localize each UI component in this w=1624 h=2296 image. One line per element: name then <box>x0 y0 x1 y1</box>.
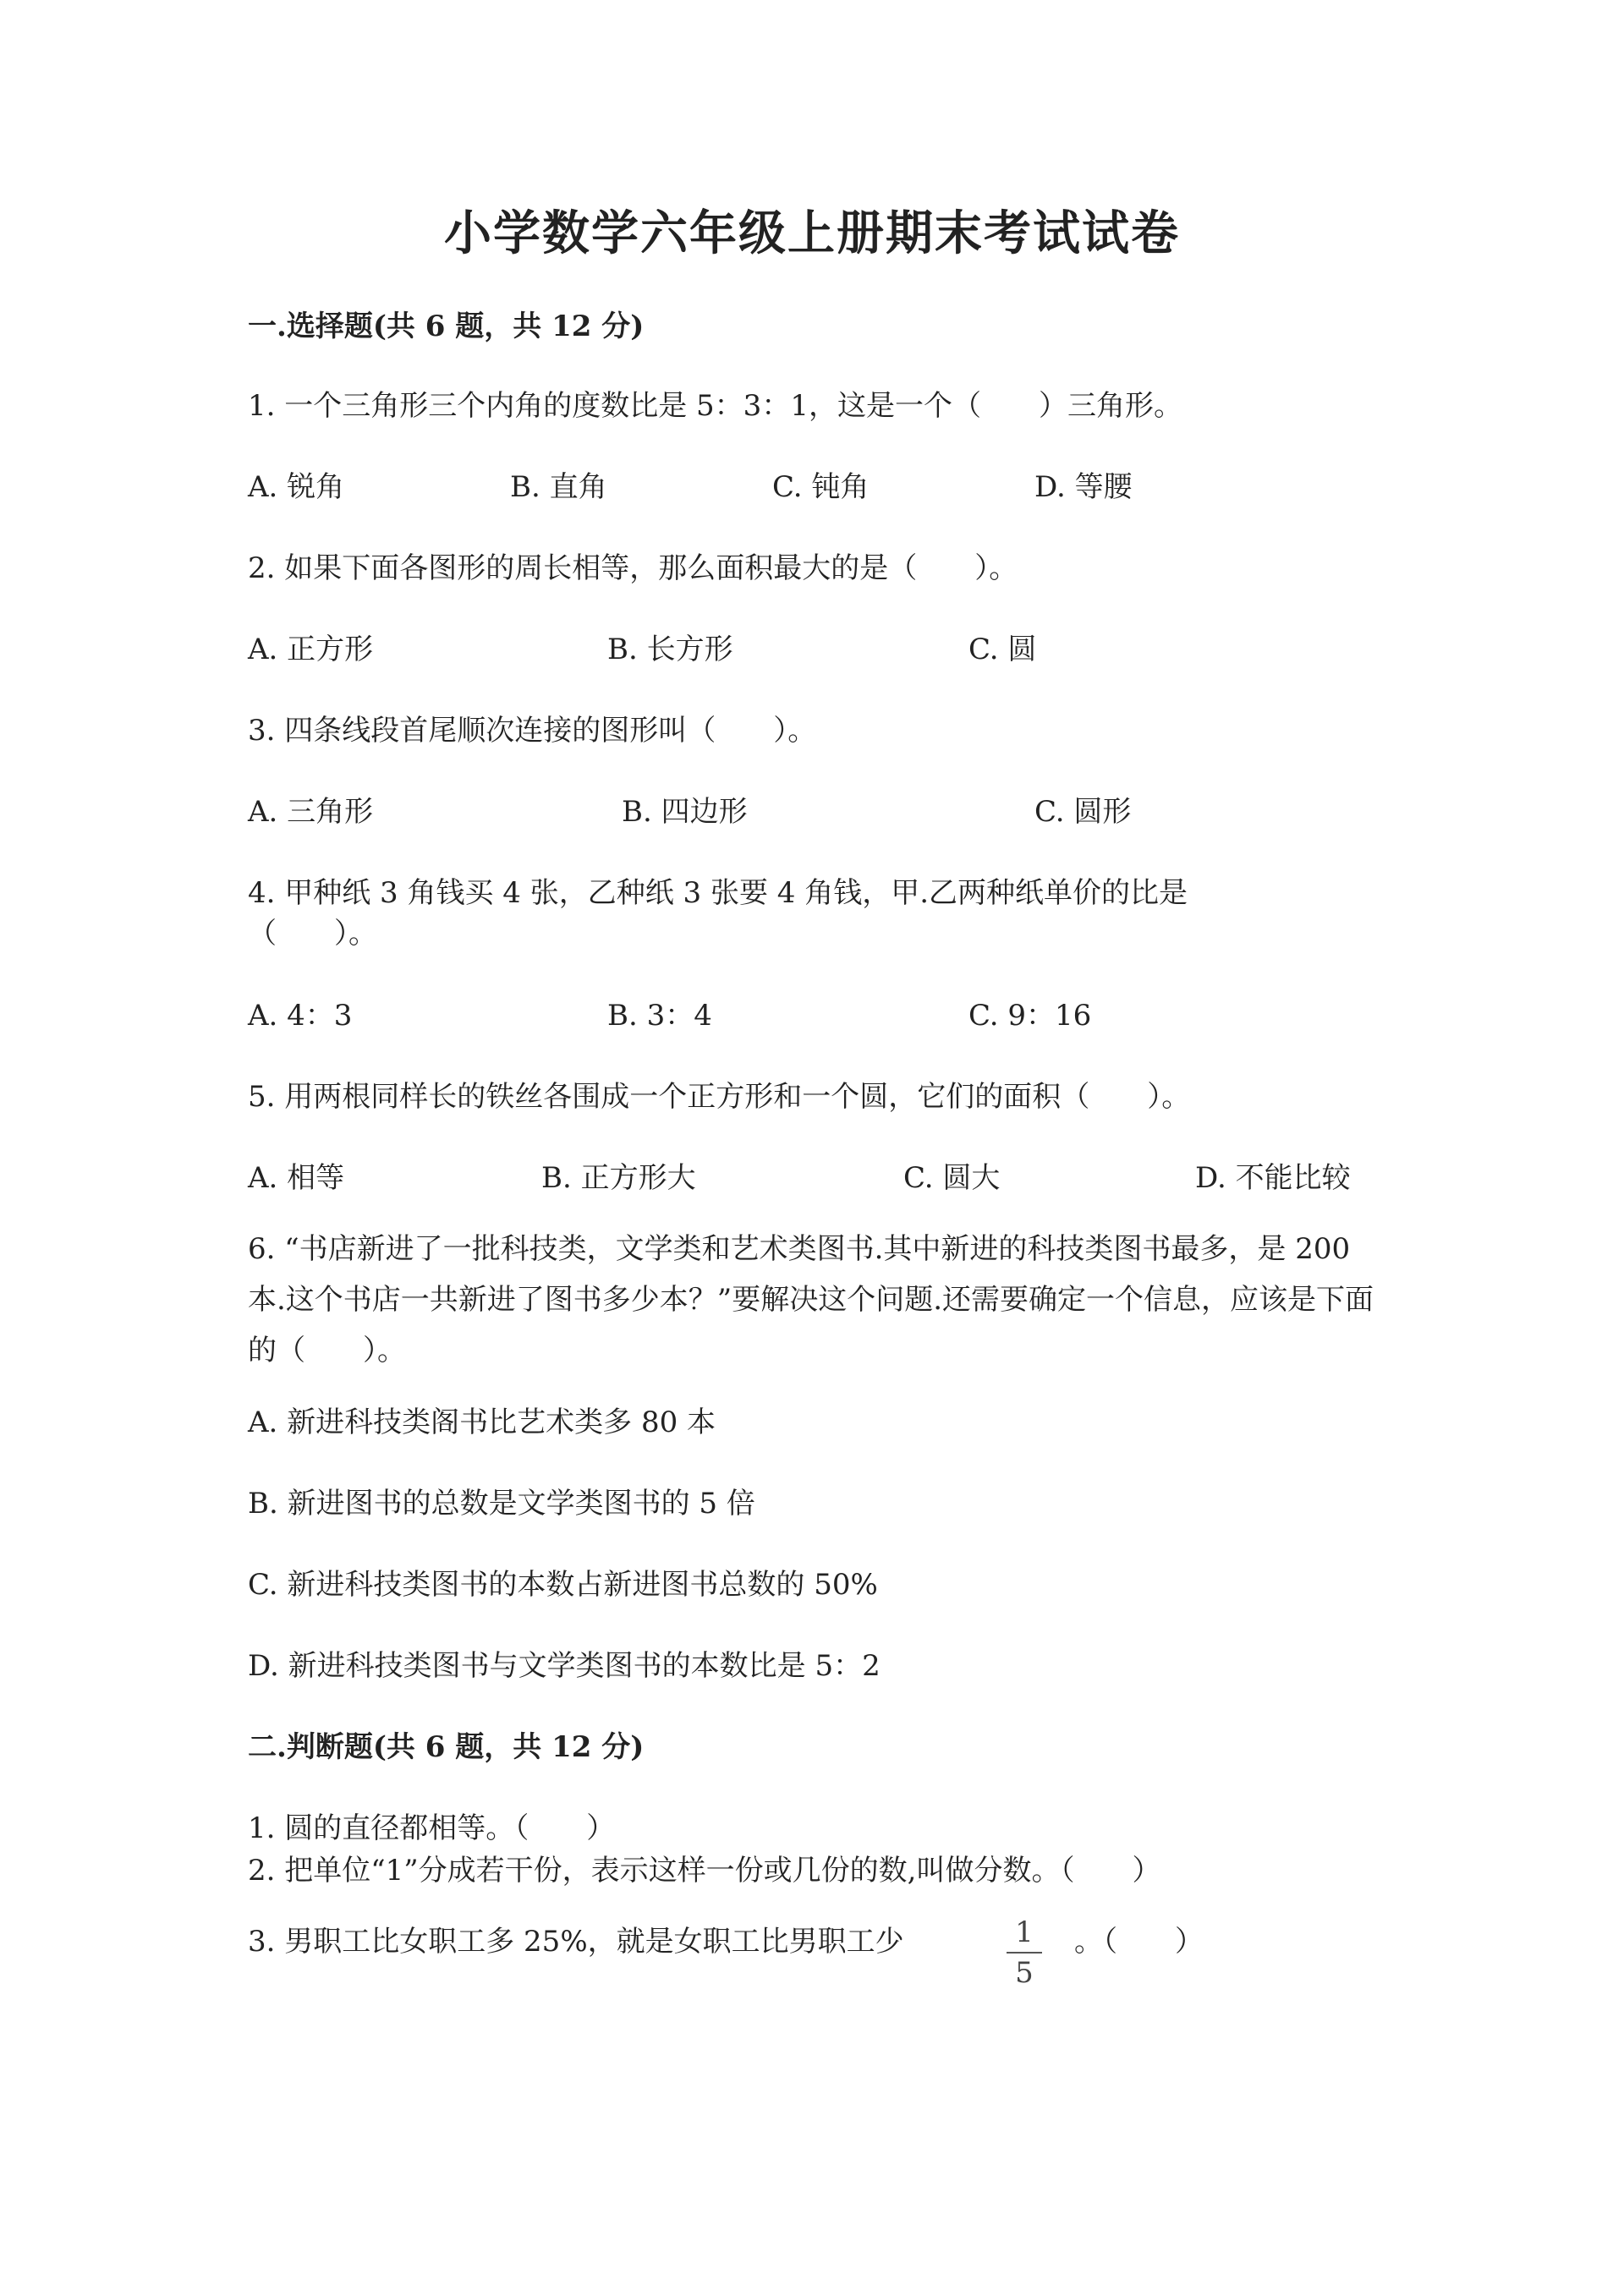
option-3c: C. 圆形 <box>1034 795 1132 829</box>
judgment-3-answer: 。（ ） <box>1074 1925 1204 1959</box>
option-2a: A. 正方形 <box>248 633 374 666</box>
question-3: 3. 四条线段首尾顺次连接的图形叫（ ）。 <box>248 714 817 748</box>
option-3a: A. 三角形 <box>248 795 374 829</box>
judgment-3-text: 3. 男职工比女职工多 25%，就是女职工比男职工少 <box>248 1925 904 1959</box>
option-6c: C. 新进科技类图书的本数占新进图书总数的 50% <box>248 1568 878 1602</box>
fraction-one-fifth <box>1003 1915 1045 1990</box>
option-5b: B. 正方形大 <box>541 1161 696 1195</box>
fraction-numerator: 1 <box>1015 1915 1034 1949</box>
option-1c: C. 钝角 <box>772 470 870 504</box>
option-5a: A. 相等 <box>248 1161 345 1195</box>
option-6b: B. 新进图书的总数是文学类图书的 5 倍 <box>248 1487 755 1521</box>
judgment-1: 1. 圆的直径都相等。（ ） <box>248 1811 616 1845</box>
question-4-line1: 4. 甲种纸 3 角钱买 4 张，乙种纸 3 张要 4 角钱，甲.乙两种纸单价的比是 <box>248 876 1188 910</box>
option-5c: C. 圆大 <box>903 1161 1001 1195</box>
question-5: 5. 用两根同样长的铁丝各围成一个正方形和一个圆，它们的面积（ ）。 <box>248 1080 1191 1114</box>
option-1b: B. 直角 <box>510 470 607 504</box>
question-6: 6. “书店新进了一批科技类，文学类和艺术类图书.其中新进的科技类图书最多，是 200 本.这个书店一共新进了图书多少本？”要解决这个问题.还需要确定一个信息，应该是下面的（ ）。 <box>248 1232 1374 1367</box>
option-3b: B. 四边形 <box>622 795 748 829</box>
page-title: 小学数学六年级上册期末考试试卷 <box>444 205 1180 261</box>
option-5d: D. 不能比较 <box>1195 1161 1351 1195</box>
option-4b: B. 3：4 <box>607 999 712 1033</box>
question-4-line2: （ ）。 <box>248 917 377 951</box>
fraction-bar <box>1007 1952 1042 1954</box>
option-4c: C. 9：16 <box>968 999 1092 1033</box>
question-1: 1. 一个三角形三个内角的度数比是 5：3：1，这是一个（ ）三角形。 <box>248 389 1182 423</box>
judgment-2: 2. 把单位“1”分成若干份，表示这样一份或几份的数,叫做分数。（ ） <box>248 1854 1161 1888</box>
option-2c: C. 圆 <box>968 633 1037 666</box>
option-4a: A. 4：3 <box>248 999 353 1033</box>
option-1d: D. 等腰 <box>1034 470 1133 504</box>
question-2: 2. 如果下面各图形的周长相等，那么面积最大的是（ ）。 <box>248 551 1018 585</box>
option-2b: B. 长方形 <box>607 633 733 666</box>
section-heading-judgment: 二.判断题(共 6 题，共 12 分) <box>248 1730 645 1764</box>
fraction-denominator: 5 <box>1015 1956 1034 1990</box>
option-1a: A. 锐角 <box>248 470 345 504</box>
option-6d: D. 新进科技类图书与文学类图书的本数比是 5：2 <box>248 1649 881 1683</box>
option-6a: A. 新进科技类阁书比艺术类多 80 本 <box>248 1406 716 1439</box>
section-heading-choice: 一.选择题(共 6 题，共 12 分) <box>248 310 645 343</box>
